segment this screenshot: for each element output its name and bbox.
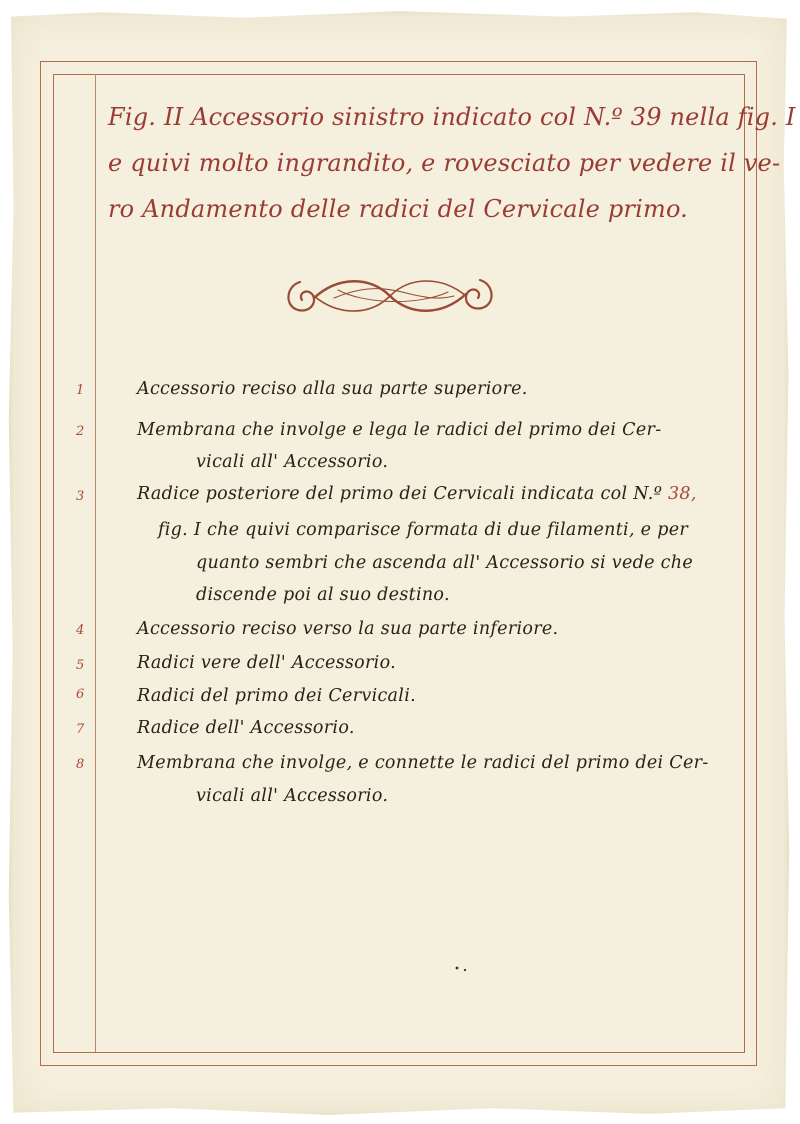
legend-line-6: Radici del primo dei Cervicali. [137,686,416,706]
left-margin-rule [95,74,96,1052]
legend-line-2: Membrana che involge e lega le radici del primo dei Cer- [137,420,662,440]
legend-line-1: Accessorio reciso alla sua parte superiore. [137,379,528,399]
legend-line-3-text: Radice posteriore del primo dei Cervicali indicata col N.º [137,484,663,504]
legend-line-3-cont-3: discende poi al suo destino. [196,585,450,605]
figure-caption [108,94,796,232]
legend-line-8: Membrana che involge, e connette le radici del primo dei Cer- [137,753,709,773]
caption-line-3: ro Andamento delle radici del Cervicale primo. [108,195,688,223]
caption-line-1: Fig. II Accessorio sinistro indicato col N.º 39 nella fig. I [108,103,796,131]
legend-number-1: 1 [76,383,85,398]
legend-number-6: 6 [76,687,85,702]
ink-speck-icon [453,963,473,973]
legend-ref-number: 38, [668,484,697,504]
legend-number-8: 8 [76,757,85,772]
legend-number-3: 3 [76,489,85,504]
legend-number-7: 7 [76,722,85,737]
legend-line-8-cont: vicali all' Accessorio. [196,786,389,806]
caption-line-2: e quivi molto ingrandito, e rovesciato per vedere il ve- [108,149,781,177]
legend-number-4: 4 [76,623,85,638]
legend-line-5: Radici vere dell' Accessorio. [137,653,396,673]
legend-line-3 [137,484,697,504]
legend-line-3-cont-1: fig. I che quivi comparisce formata di due filamenti, e per [158,520,689,540]
calligraphic-flourish-icon [278,268,502,322]
legend-line-2-cont: vicali all' Accessorio. [196,452,389,472]
legend-number-2: 2 [76,424,85,439]
legend-number-5: 5 [76,658,85,673]
legend-line-4: Accessorio reciso verso la sua parte inferiore. [137,619,559,639]
legend-line-3-cont-2: quanto sembri che ascenda all' Accessorio si vede che [196,553,693,573]
legend-line-7: Radice dell' Accessorio. [137,718,355,738]
